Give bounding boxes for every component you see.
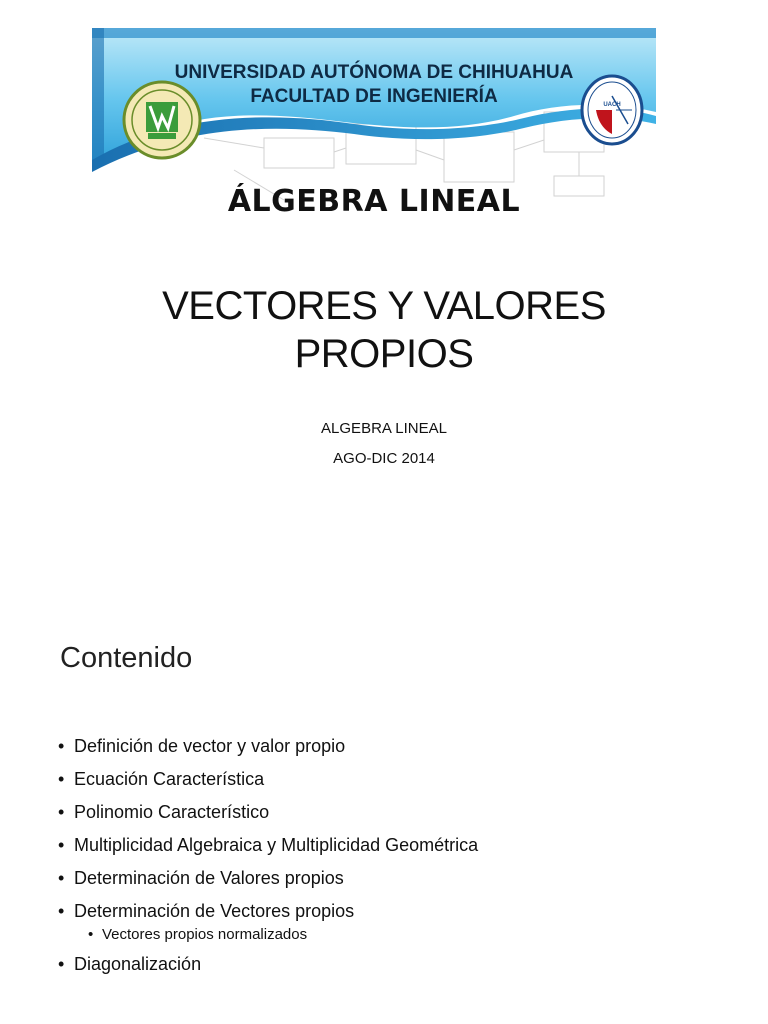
bullet-icon: • <box>58 802 65 822</box>
contents-slide <box>0 600 768 1024</box>
list-item-text: Determinación de Valores propios <box>74 868 344 888</box>
bullet-icon: • <box>58 835 65 855</box>
bullet-icon: • <box>88 926 94 943</box>
bullet-icon: • <box>58 769 65 789</box>
contents-heading: Contenido <box>60 642 193 674</box>
list-item <box>58 730 478 763</box>
bullet-icon: • <box>58 901 65 921</box>
university-banner <box>84 20 664 230</box>
faculty-name: FACULTAD DE INGENIERÍA <box>250 86 498 107</box>
list-item <box>58 763 478 796</box>
list-item-text: Ecuación Característica <box>74 769 265 789</box>
bullet-icon: • <box>58 954 65 974</box>
list-item-text: Determinación de Vectores propios <box>74 901 355 921</box>
list-item-text: Multiplicidad Algebraica y Multiplicidad Geométrica <box>74 835 479 855</box>
list-item <box>58 862 478 895</box>
faculty-seal-icon <box>580 74 644 146</box>
bullet-icon: • <box>58 868 65 888</box>
list-item <box>58 948 478 981</box>
sub-list-item <box>58 924 478 946</box>
contents-list <box>58 730 478 981</box>
list-item-text: Definición de vector y valor propio <box>74 736 346 756</box>
university-name: UNIVERSIDAD AUTÓNOMA DE CHIHUAHUA <box>174 62 574 83</box>
faculty-seal-label: UACH <box>603 102 621 108</box>
title-line-2: PROPIOS <box>294 332 474 376</box>
term-label: AGO-DIC 2014 <box>333 450 435 467</box>
title-line-1: VECTORES Y VALORES <box>162 284 606 328</box>
sub-list-item-text: Vectores propios normalizados <box>102 926 308 943</box>
bullet-icon: • <box>58 736 65 756</box>
presentation-title <box>0 282 768 378</box>
list-item-text: Diagonalización <box>74 954 202 974</box>
list-item <box>58 796 478 829</box>
list-item-text: Polinomio Característico <box>74 802 270 822</box>
course-subtitle: ALGEBRA LINEAL <box>321 420 447 437</box>
list-item <box>58 829 478 862</box>
subject-title: ÁLGEBRA LINEAL <box>227 184 521 219</box>
